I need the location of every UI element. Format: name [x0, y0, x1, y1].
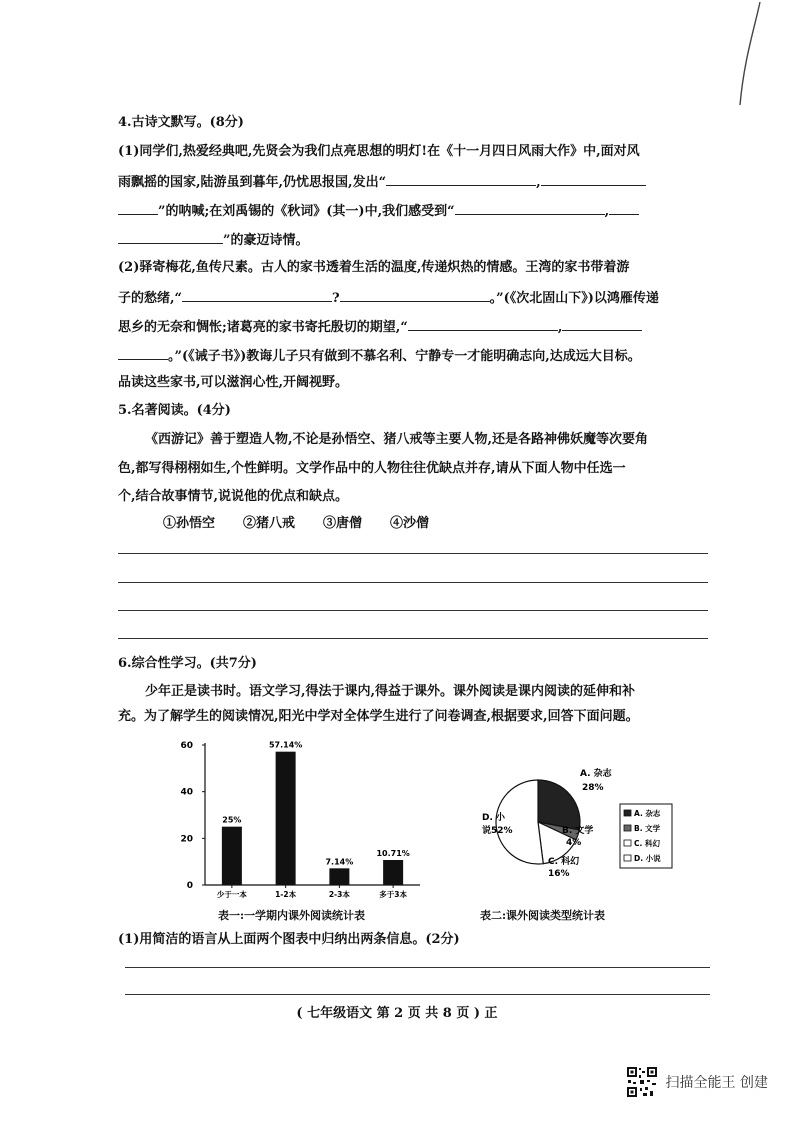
- data-label: 10.71%: [376, 849, 410, 859]
- bar: [329, 868, 349, 885]
- data-label: 57.14%: [268, 740, 303, 750]
- answer-line[interactable]: [118, 553, 708, 554]
- q5-line1: 《西游记》善于塑造人物,不论是孙悟空、猪八戒等主要人物,还是各路神佛妖魔等次要角: [145, 432, 649, 447]
- q4-p1-line2: 雨飘摇的国家,陆游虽到暮年,仍忧思报国,发出“ ,: [118, 171, 646, 193]
- slice-label: C. 科幻: [548, 857, 580, 867]
- legend-swatch: [624, 840, 631, 846]
- bar: [383, 860, 403, 885]
- x-tick-label: 2-3本: [328, 890, 350, 899]
- option-4: ④沙僧: [390, 516, 430, 531]
- x-tick-label: 1-2本: [275, 890, 297, 899]
- legend-label: C. 科幻: [634, 839, 660, 848]
- q4-p1-line3: ”的呐喊;在刘禹锡的《秋词》(其一)中,我们感受到“ ,: [118, 200, 639, 222]
- slice-label: B. 文学: [562, 826, 594, 836]
- legend-label: A. 杂志: [634, 809, 661, 818]
- answer-line[interactable]: [125, 967, 710, 968]
- answer-blank[interactable]: [118, 200, 158, 215]
- q4-p2-line5: 品读这些家书,可以滋润心性,开阔视野。: [118, 375, 349, 390]
- answer-blank[interactable]: [118, 229, 223, 244]
- page-footer: ( 七年级语文 第 2 页 共 8 页 ) 正: [296, 1006, 498, 1021]
- legend-label: B. 文学: [634, 824, 661, 833]
- pie-chart-title: 表二:课外阅读类型统计表: [480, 909, 606, 922]
- x-tick-label: 多于3本: [379, 890, 407, 899]
- answer-blank[interactable]: [408, 316, 558, 331]
- q5-line2: 色,都写得栩栩如生,个性鲜明。文学作品中的人物往往优缺点并存,请从下面人物中任选一: [118, 461, 626, 476]
- answer-blank[interactable]: [541, 171, 646, 186]
- q4-p2-line2: 子的愁绪,“ ? 。”(《次北固山下》)以鸿雁传递: [118, 287, 659, 309]
- slice-label: 4%: [566, 838, 582, 848]
- q5-options: [163, 514, 429, 534]
- bar-chart-title: 表一:一学期内课外阅读统计表: [218, 909, 366, 922]
- q4-heading: 4.古诗文默写。(8分): [118, 115, 244, 130]
- q4-p1-line1: (1)同学们,热爱经典吧,先贤会为我们点亮思想的明灯!在《十一月四日风雨大作》中,面对风: [118, 144, 640, 159]
- answer-blank[interactable]: [182, 287, 332, 302]
- qr-code-icon: [626, 1066, 658, 1098]
- legend-swatch: [624, 855, 631, 861]
- option-3: ③唐僧: [323, 516, 363, 531]
- legend-swatch: [624, 810, 631, 816]
- x-tick-label: 少于一本: [216, 890, 247, 899]
- option-1: ①孙悟空: [163, 516, 216, 531]
- legend-swatch: [624, 825, 631, 831]
- y-tick-label: 20: [180, 834, 193, 845]
- answer-blank[interactable]: [118, 345, 168, 360]
- answer-line[interactable]: [118, 638, 708, 639]
- q6-line2: 充。为了解学生的阅读情况,阳光中学对全体学生进行了问卷调查,根据要求,回答下面问题。: [118, 709, 639, 724]
- answer-blank[interactable]: [562, 316, 642, 331]
- q5-heading: 5.名著阅读。(4分): [118, 403, 231, 418]
- answer-line[interactable]: [125, 994, 710, 995]
- legend-label: D. 小说: [634, 854, 661, 863]
- answer-blank[interactable]: [609, 200, 639, 215]
- pen-stroke: [734, 0, 764, 110]
- answer-line[interactable]: [118, 610, 708, 611]
- data-label: 25%: [222, 815, 242, 825]
- q4-p2-line4: 。”(《诫子书》)教诲儿子只有做到不慕名利、宁静专一才能明确志向,达成远大目标。: [118, 345, 641, 367]
- y-tick-label: 60: [180, 741, 193, 751]
- bar: [222, 827, 242, 885]
- pie-slice: [538, 780, 580, 830]
- q6-heading: 6.综合性学习。(共7分): [118, 656, 257, 671]
- option-2: ②猪八戒: [243, 516, 296, 531]
- q4-p1-line4: ”的豪迈诗情。: [118, 229, 308, 251]
- answer-line[interactable]: [118, 582, 708, 583]
- slice-label: 说52%: [482, 826, 513, 836]
- slice-label: D. 小: [482, 813, 506, 823]
- q4-p2-line3: 思乡的无奈和惆怅;诸葛亮的家书寄托殷切的期望,“ ,: [118, 316, 642, 338]
- q6-sub1: (1)用简洁的语言从上面两个图表中归纳出两条信息。(2分): [118, 932, 460, 947]
- y-tick-label: 40: [180, 787, 193, 798]
- watermark-text: 扫描全能王 创建: [665, 1075, 768, 1091]
- slice-label: A. 杂志: [580, 769, 612, 779]
- slice-label: 16%: [548, 869, 570, 879]
- pie-chart: [470, 760, 700, 890]
- answer-blank[interactable]: [340, 287, 490, 302]
- bar: [276, 752, 296, 885]
- data-label: 7.14%: [325, 857, 354, 867]
- q6-line1: 少年正是读书时。语文学习,得法于课内,得益于课外。课外阅读是课内阅读的延伸和补: [145, 684, 636, 699]
- slice-label: 28%: [582, 783, 604, 793]
- q5-line3: 个,结合故事情节,说说他的优点和缺点。: [118, 489, 349, 504]
- answer-blank[interactable]: [455, 200, 605, 215]
- y-tick-label: 0: [186, 881, 193, 891]
- answer-blank[interactable]: [386, 171, 536, 186]
- scanner-watermark: [626, 1066, 768, 1098]
- q4-p2-line1: (2)驿寄梅花,鱼传尺素。古人的家书透着生活的温度,传递炽热的情感。王湾的家书带着游: [118, 260, 630, 275]
- bar-chart: [160, 735, 435, 900]
